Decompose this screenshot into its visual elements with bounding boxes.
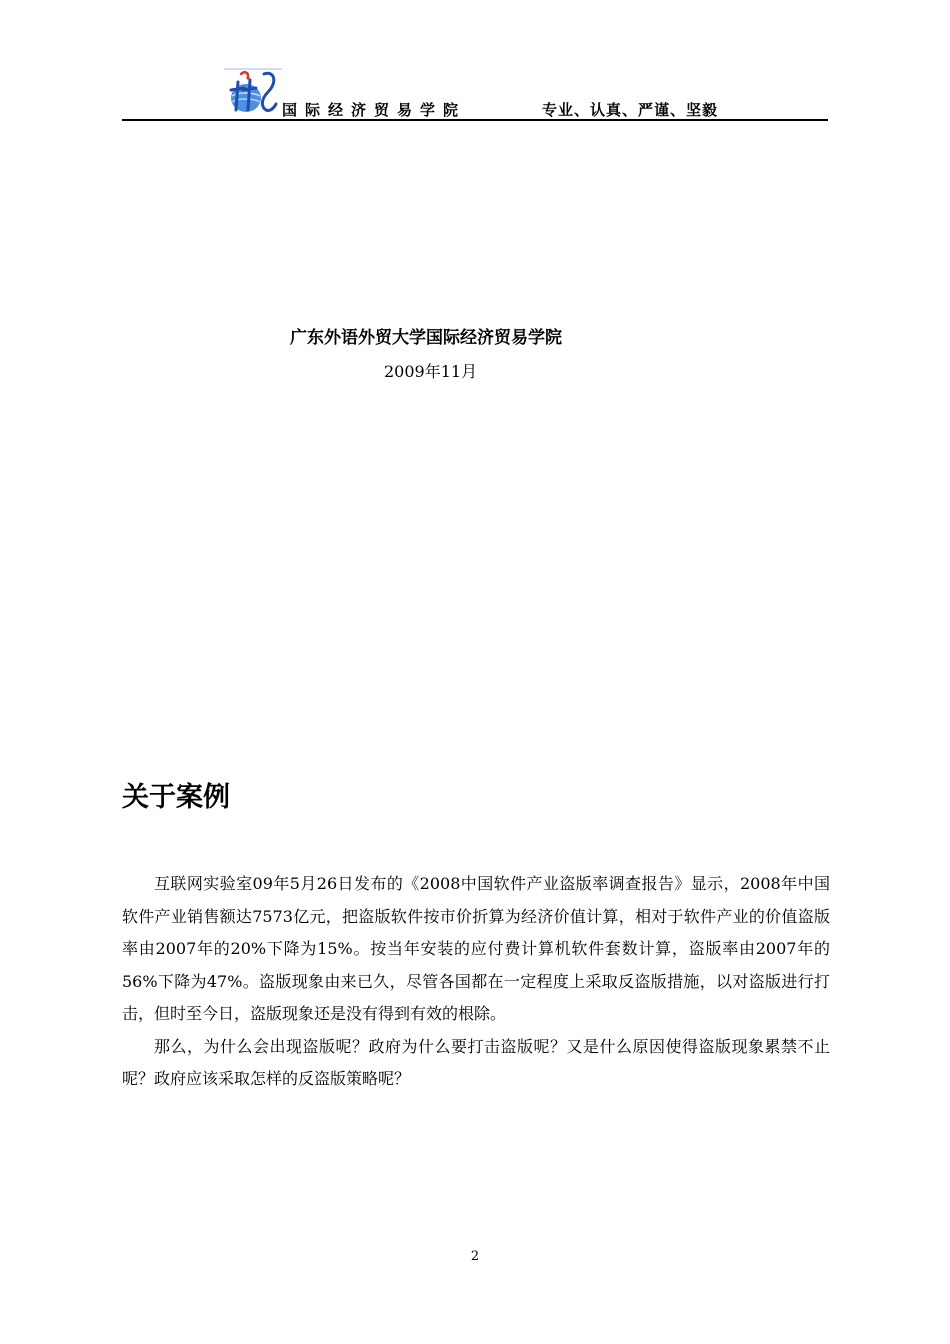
cover-institution: 广东外语外贸大学国际经济贸易学院 (290, 328, 562, 348)
header-motto: 专业、认真、严谨、坚毅 (542, 101, 719, 119)
cover-date: 2009年11月 (384, 362, 478, 381)
header-school-name: 国际经济贸易学院 (282, 101, 467, 119)
paragraph: 互联网实验室09年5月26日发布的《2008中国软件产业盗版率调查报告》显示，2008年中国软件产业销售额达7573亿元，把盗版软件按市价折算为经济价值计算，相对于软件产业的价值盗版率由2007年的20%下降为15%。按当年安装的应付费计算机软件套数计算，盗版率由2007年的56%下降为47%。盗版现象由来已久，尽管各国都在一定程度上采取反盗版措施，以对盗版进行打击，但时至今日，盗版现象还是没有得到有效的根除。 (122, 874, 830, 1023)
page-header (122, 62, 828, 122)
header-divider (122, 119, 828, 121)
ttl-logo-icon (224, 66, 284, 118)
section-title: 关于案例 (122, 782, 230, 813)
paragraph: 那么，为什么会出现盗版呢？政府为什么要打击盗版呢？又是什么原因使得盗版现象累禁不止呢？政府应该采取怎样的反盗版策略呢？ (122, 1036, 830, 1088)
section-body (122, 868, 830, 1096)
page-number: 2 (470, 1249, 480, 1264)
